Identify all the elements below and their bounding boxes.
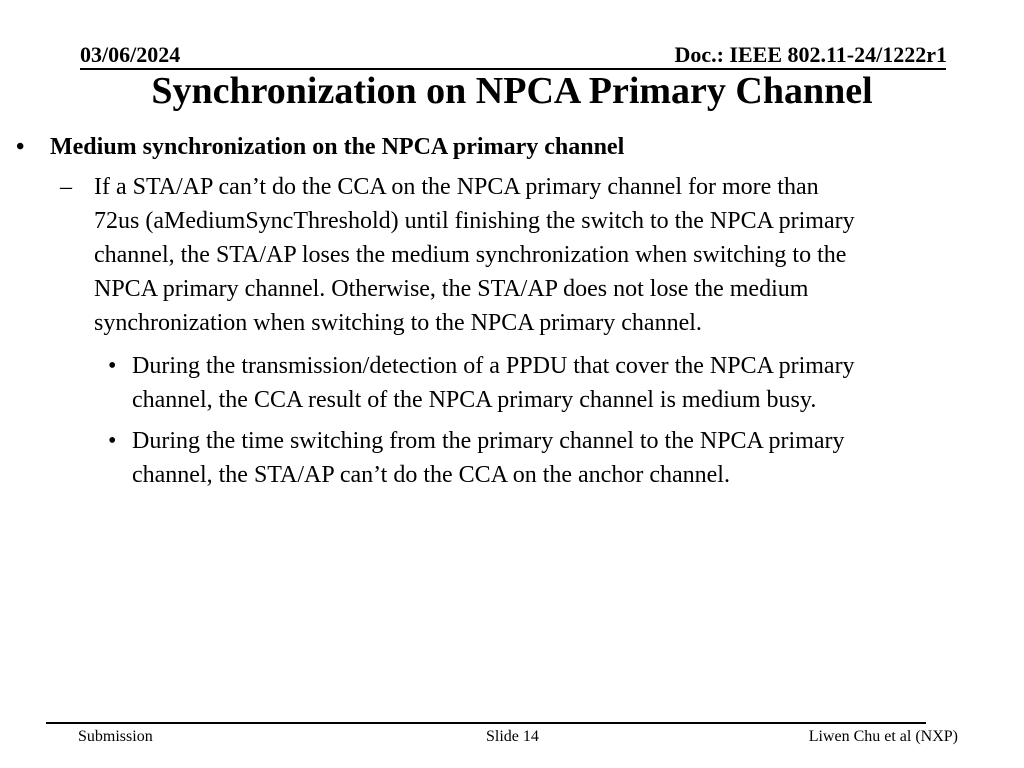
bullet-level1-text: Medium synchronization on the NPCA primary channel xyxy=(50,134,625,160)
dash-marker: – xyxy=(60,174,72,200)
text-line: During the time switching from the primary channel to the NPCA primary xyxy=(132,428,845,454)
text-line: NPCA primary channel. Otherwise, the STA/AP does not lose the medium xyxy=(94,276,809,302)
footer-rule xyxy=(46,722,926,724)
text-line: synchronization when switching to the NPCA primary channel. xyxy=(94,310,702,336)
text-line: During the transmission/detection of a PPDU that cover the NPCA primary xyxy=(132,353,855,379)
footer-slide-number: Slide 14 xyxy=(486,728,539,745)
text-line: channel, the STA/AP loses the medium synchronization when switching to the xyxy=(94,242,847,268)
slide-title: Synchronization on NPCA Primary Channel xyxy=(151,70,873,112)
header-date: 03/06/2024 xyxy=(80,42,181,67)
bullet-marker: • xyxy=(108,353,117,379)
bullet-level3-text xyxy=(132,349,1012,417)
header-doc-id: Doc.: IEEE 802.11-24/1222r1 xyxy=(674,42,947,67)
text-line: channel, the STA/AP can’t do the CCA on the anchor channel. xyxy=(132,462,730,488)
bullet-marker: • xyxy=(108,428,117,454)
footer-author: Liwen Chu et al (NXP) xyxy=(808,728,958,745)
bullet-marker: • xyxy=(16,134,25,160)
bullet-level1 xyxy=(16,130,1016,164)
text-line: 72us (aMediumSyncThreshold) until finishing the switch to the NPCA primary xyxy=(94,208,855,234)
footer-submission: Submission xyxy=(78,728,153,745)
text-line: If a STA/AP can’t do the CCA on the NPCA primary channel for more than xyxy=(94,174,819,200)
bullet-level3-text xyxy=(132,424,1012,492)
bullet-level2-text xyxy=(94,170,1010,340)
text-line: channel, the CCA result of the NPCA primary channel is medium busy. xyxy=(132,387,817,413)
